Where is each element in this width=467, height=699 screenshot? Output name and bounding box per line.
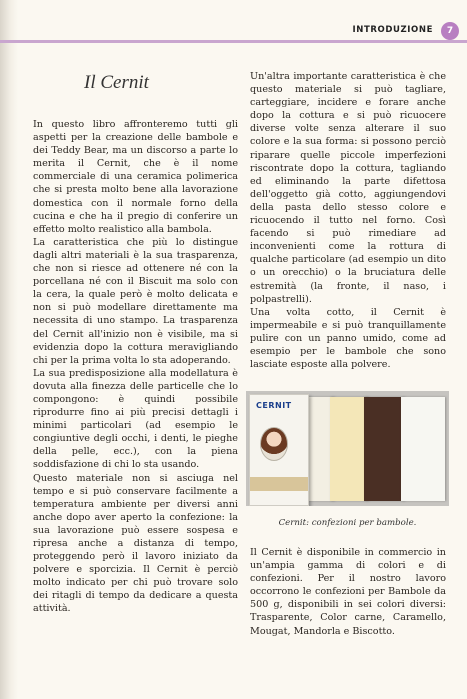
page-number-badge: 7 [441, 22, 459, 40]
paragraph: Una volta cotto, il Cernit è impermeabile e si può tranquillamente pulire con un panno umido, come ad esempio per le bambole che sono lasciate esposte alla polvere. [250, 306, 446, 371]
availability-paragraph [250, 546, 446, 638]
page-binding-shadow [0, 0, 18, 699]
header-rule [0, 40, 467, 43]
paragraph: La caratteristica che più lo distingue dagli altri materiali è la sua trasparenza, che non si riesce ad ottenere né con la porcellana né con il Biscuit ma solo con la cera, la quale però è molto delicata e non si può modellare direttamente ma necessita di uno stampo. La trasparenza del Cernit all'inizio non è visibile, ma si evidenzia dopo la cottura meravigliando chi per la prima volta lo sta adoperando. [33, 236, 238, 366]
photo-caption: Cernit: confezioni per bambole. [278, 518, 417, 528]
paragraph: In questo libro affronteremo tutti gli aspetti per la creazione delle bambole e dei Teddy Bear, ma un discorso a parte lo merita il Cernit, che è il nome commerciale di una ceramica polimerica che si presta molto bene alla lavorazione domestica con il normale forno della cucina e che ha il pregio di conferire un effetto molto realistico alla bambola. [33, 119, 238, 235]
paragraph: Questo materiale non si asciuga nel tempo e si può conservare facilmente a temperatura ambiente per diversi anni anche dopo aver aperto la confezione: la sua lavorazione può essere sospesa e ripresa anche a distanza di tempo, proteggendo però il lavoro iniziato da polvere e sporcizia. Il Cernit è perciò molto indicato per chi può trovare solo dei ritagli di tempo da dedicare a questa attività. [33, 472, 238, 615]
running-header: INTRODUZIONE [352, 25, 433, 35]
section-title: Il Cernit [84, 72, 149, 93]
package-band [250, 477, 308, 491]
paragraph: La sua predisposizione alla modellatura è dovuta alla finezza delle particelle che lo compongono: è quindi possibile riprodurre fino ai più precisi dettagli i minimi particolari (ad esempio le congiuntive degli occhi, i denti, le pieghe della pelle, ecc.), con la piena soddisfazione di chi lo sta usando. [33, 367, 238, 471]
package-brand-label: CERNIT [256, 401, 292, 410]
paragraph: Il Cernit è disponibile in commercio in un'ampia gamma di colori e di confezioni. Per il nostro lavoro occorrono le confezioni per Bambole da 500 g, disponibili in sei colori diversi: Trasparente, Color carne, Caramello, Mougat, Mandorla e Biscotto. [250, 547, 446, 637]
clay-block-flesh [330, 397, 368, 501]
doll-portrait-image [260, 427, 288, 461]
cernit-packages-photo [246, 391, 449, 506]
right-column [250, 70, 446, 371]
paragraph: Un'altra importante caratteristica è che questo materiale si può tagliare, carteggiare, incidere e forare anche dopo la cottura e si può ricuocere diverse volte senza alterare il suo colore e la sua forma: si possono perciò riparare quelle piccole imperfezioni riscontrate dopo la cottura, tagliando ed eliminando la parte difettosa dell'oggetto già cotto, aggiungendovi della pasta dello stesso colore e ricuocendo il tutto nel forno. Così facendo si può rimediare ad inconvenienti come la rottura di qualche particolare (ad esempio un dito o un orecchio) o la bruciatura delle estremità (la fronte, il naso, i polpastrelli). [250, 71, 446, 305]
left-column [33, 118, 238, 616]
clay-block-brown [364, 397, 404, 501]
cernit-package [249, 394, 309, 506]
clay-block-white [401, 397, 445, 501]
